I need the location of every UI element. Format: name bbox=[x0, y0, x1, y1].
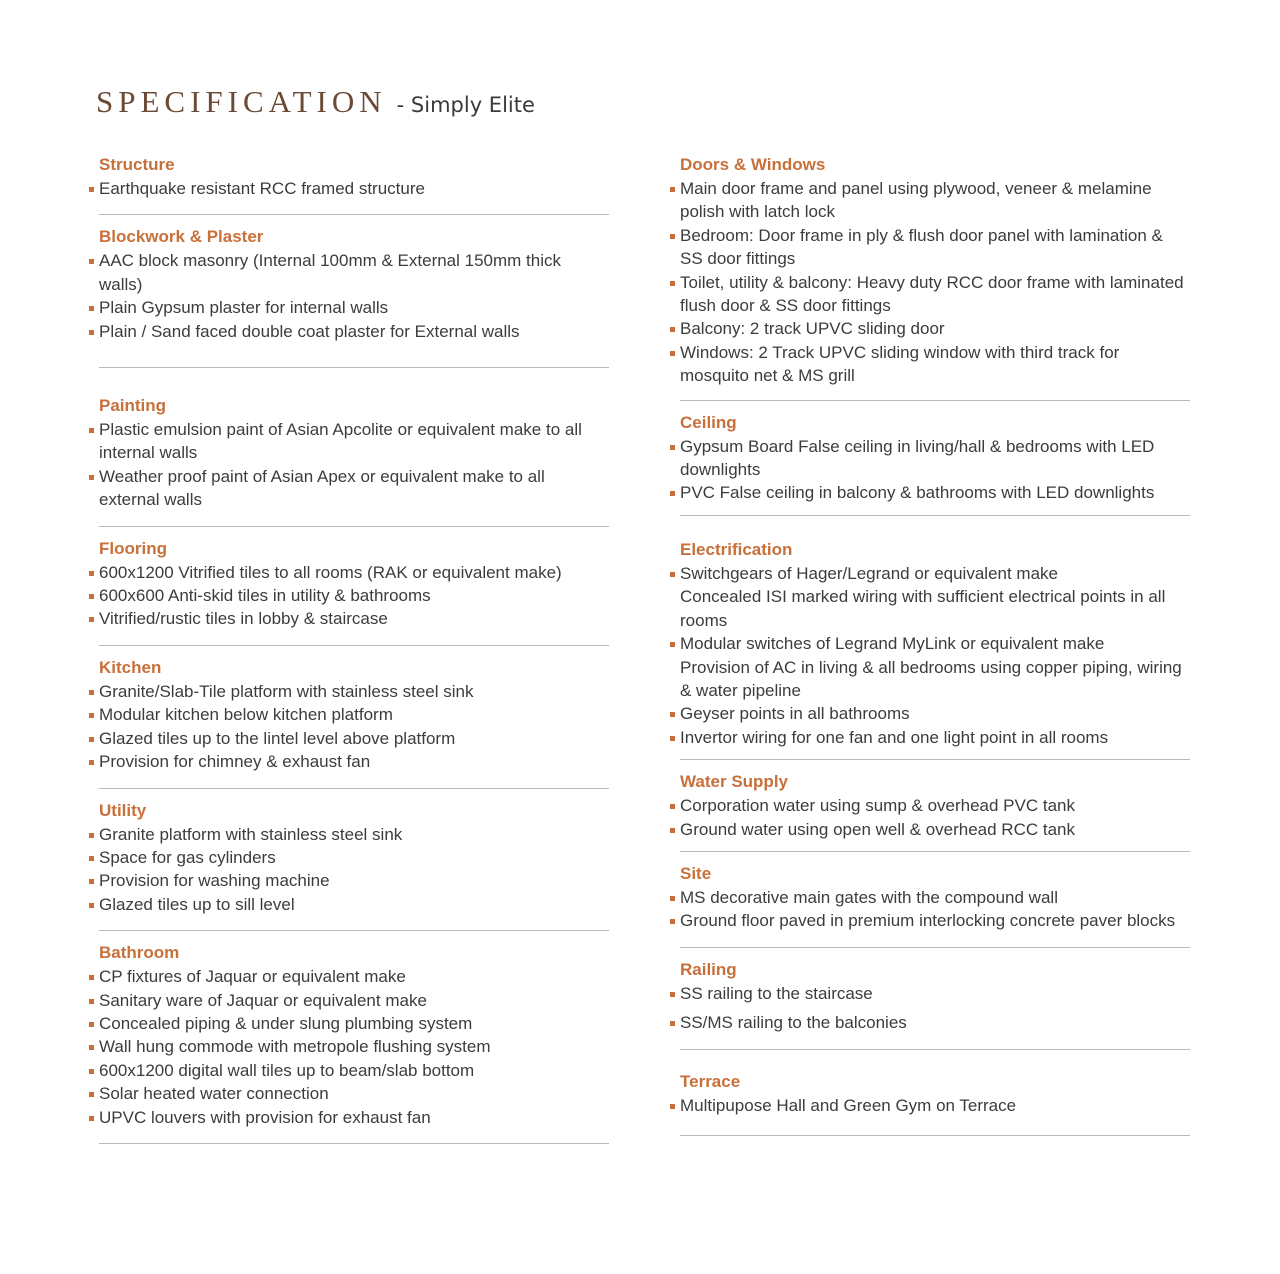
spec-list bbox=[680, 794, 1190, 841]
list-item bbox=[99, 680, 609, 703]
spec-list bbox=[680, 982, 1190, 1035]
spec-section bbox=[680, 411, 1190, 516]
square-bullet-icon bbox=[89, 760, 94, 765]
square-bullet-icon bbox=[89, 475, 94, 480]
section-title: Flooring bbox=[99, 538, 167, 558]
list-item bbox=[99, 607, 609, 630]
square-bullet-icon bbox=[89, 187, 94, 192]
list-item-text: Provision for washing machine bbox=[99, 871, 330, 891]
list-item-text: Switchgears of Hager/Legrand or equivalent make bbox=[680, 563, 1058, 583]
list-item-text: SS/MS railing to the balconies bbox=[680, 1013, 907, 1033]
square-bullet-icon bbox=[670, 187, 675, 192]
list-item-text: Earthquake resistant RCC framed structure bbox=[99, 179, 425, 198]
section-title: Structure bbox=[99, 155, 175, 174]
square-bullet-icon bbox=[670, 896, 675, 901]
square-bullet-icon bbox=[89, 879, 94, 884]
square-bullet-icon bbox=[670, 992, 675, 997]
list-item-text: SS railing to the staircase bbox=[680, 983, 873, 1003]
spec-section bbox=[99, 537, 609, 646]
square-bullet-icon bbox=[89, 617, 94, 622]
list-item bbox=[680, 585, 1190, 632]
list-item bbox=[680, 886, 1190, 909]
square-bullet-icon bbox=[89, 1069, 94, 1074]
list-item-text: Solar heated water connection bbox=[99, 1084, 329, 1104]
list-item-text: Plain / Sand faced double coat plaster for External walls bbox=[99, 321, 520, 341]
square-bullet-icon bbox=[89, 571, 94, 576]
square-bullet-icon bbox=[670, 828, 675, 833]
list-item-text: 600x1200 digital wall tiles up to beam/slab bottom bbox=[99, 1060, 475, 1080]
square-bullet-icon bbox=[89, 737, 94, 742]
square-bullet-icon bbox=[89, 1045, 94, 1050]
list-item-text: Provision of AC in living & all bedrooms using copper piping, wiring & water pipeline bbox=[680, 657, 1182, 700]
list-item bbox=[680, 982, 1190, 1005]
square-bullet-icon bbox=[670, 712, 675, 717]
list-item bbox=[99, 1082, 609, 1105]
section-title: Ceiling bbox=[680, 412, 737, 432]
section-title: Electrification bbox=[680, 539, 793, 559]
spec-section bbox=[680, 770, 1190, 852]
spec-section bbox=[680, 526, 1190, 760]
spec-list bbox=[99, 823, 609, 917]
square-bullet-icon bbox=[89, 975, 94, 980]
list-item-text: Bedroom: Door frame in ply & flush door panel with lamination & SS door fittings bbox=[680, 225, 1163, 269]
list-item-text: Concealed piping & under slung plumbing system bbox=[99, 1013, 473, 1033]
spec-section bbox=[680, 958, 1190, 1050]
list-item bbox=[680, 224, 1190, 271]
list-item-text: Ground floor paved in premium interlocking concrete paver blocks bbox=[680, 911, 1176, 931]
square-bullet-icon bbox=[670, 327, 675, 332]
list-item bbox=[99, 823, 609, 846]
spec-list bbox=[99, 418, 609, 512]
list-item bbox=[99, 177, 609, 200]
section-title: Doors & Windows bbox=[680, 155, 826, 174]
spec-list bbox=[680, 562, 1190, 749]
square-bullet-icon bbox=[670, 804, 675, 809]
list-item bbox=[99, 1106, 609, 1129]
list-item bbox=[99, 320, 609, 343]
list-item-text: Corporation water using sump & overhead PVC tank bbox=[680, 796, 1075, 816]
list-item bbox=[99, 703, 609, 726]
square-bullet-icon bbox=[670, 736, 675, 741]
list-item-text: Provision for chimney & exhaust fan bbox=[99, 752, 371, 772]
section-title: Painting bbox=[99, 396, 167, 416]
list-item bbox=[680, 271, 1190, 318]
square-bullet-icon bbox=[89, 594, 94, 599]
title-main: SPECIFICATION bbox=[96, 84, 387, 119]
list-item bbox=[99, 750, 609, 773]
spec-section bbox=[99, 799, 609, 932]
list-item-text: Space for gas cylinders bbox=[99, 847, 276, 867]
section-title: Site bbox=[680, 863, 712, 883]
list-item-text: UPVC louvers with provision for exhaust fan bbox=[99, 1107, 431, 1127]
list-item bbox=[99, 846, 609, 869]
list-item bbox=[680, 909, 1190, 932]
list-item bbox=[99, 727, 609, 750]
square-bullet-icon bbox=[670, 491, 675, 496]
title-subtitle: - Simply Elite bbox=[396, 93, 535, 117]
section-title: Railing bbox=[680, 959, 737, 979]
list-item-text: Granite/Slab-Tile platform with stainless steel sink bbox=[99, 681, 474, 701]
square-bullet-icon bbox=[89, 833, 94, 838]
square-bullet-icon bbox=[670, 919, 675, 924]
list-item-text: Balcony: 2 track UPVC sliding door bbox=[680, 319, 945, 339]
list-item bbox=[680, 1094, 1190, 1117]
spec-list bbox=[99, 177, 609, 200]
spec-section bbox=[99, 153, 609, 215]
list-item bbox=[99, 249, 609, 296]
list-item bbox=[99, 418, 609, 465]
square-bullet-icon bbox=[89, 428, 94, 433]
spec-list bbox=[680, 177, 1190, 388]
list-item-text: 600x600 Anti-skid tiles in utility & bathrooms bbox=[99, 586, 431, 606]
section-title: Blockwork & Plaster bbox=[99, 227, 264, 247]
spec-list bbox=[99, 561, 609, 631]
list-item-text: AAC block masonry (Internal 100mm & External 150mm thick walls) bbox=[99, 251, 562, 294]
square-bullet-icon bbox=[89, 999, 94, 1004]
square-bullet-icon bbox=[670, 281, 675, 286]
section-title: Water Supply bbox=[680, 772, 788, 792]
list-item bbox=[99, 296, 609, 319]
list-item-text: Granite platform with stainless steel sink bbox=[99, 824, 403, 844]
list-item bbox=[680, 317, 1190, 340]
list-item-text: Weather proof paint of Asian Apex or equivalent make to all external walls bbox=[99, 466, 545, 510]
list-item-text: Multipupose Hall and Green Gym on Terrace bbox=[680, 1095, 1017, 1115]
list-item bbox=[680, 341, 1190, 388]
list-item-text: Geyser points in all bathrooms bbox=[680, 704, 910, 724]
square-bullet-icon bbox=[670, 1104, 675, 1109]
list-item-text: Vitrified/rustic tiles in lobby & staircase bbox=[99, 609, 388, 629]
list-item bbox=[99, 465, 609, 512]
list-item bbox=[680, 481, 1190, 504]
list-item bbox=[99, 1035, 609, 1058]
list-item bbox=[680, 726, 1190, 749]
square-bullet-icon bbox=[89, 330, 94, 335]
spec-section bbox=[680, 862, 1190, 948]
list-item bbox=[99, 989, 609, 1012]
list-item bbox=[680, 702, 1190, 725]
list-item-text: Gypsum Board False ceiling in living/hall & bedrooms with LED downlights bbox=[680, 436, 1155, 480]
list-item bbox=[680, 562, 1190, 585]
section-title: Bathroom bbox=[99, 943, 180, 963]
square-bullet-icon bbox=[670, 234, 675, 239]
spec-section bbox=[99, 656, 609, 789]
list-item-text: Invertor wiring for one fan and one light point in all rooms bbox=[680, 727, 1109, 747]
spec-list bbox=[680, 435, 1190, 505]
square-bullet-icon bbox=[670, 642, 675, 647]
list-item bbox=[99, 584, 609, 607]
list-item-text: Windows: 2 Track UPVC sliding window with third track for mosquito net & MS grill bbox=[680, 342, 1120, 386]
spec-list bbox=[99, 680, 609, 774]
list-item-text: Glazed tiles up to the lintel level above platform bbox=[99, 728, 456, 748]
square-bullet-icon bbox=[89, 713, 94, 718]
square-bullet-icon bbox=[89, 1092, 94, 1097]
square-bullet-icon bbox=[89, 1116, 94, 1121]
right-column bbox=[680, 153, 1190, 1146]
list-item-text: MS decorative main gates with the compound wall bbox=[680, 887, 1058, 907]
section-title: Kitchen bbox=[99, 657, 162, 677]
list-item-text: Toilet, utility & balcony: Heavy duty RCC door frame with laminated flush door & SS door fittings bbox=[680, 272, 1184, 316]
square-bullet-icon bbox=[670, 445, 675, 450]
square-bullet-icon bbox=[670, 1021, 675, 1026]
spec-section bbox=[99, 225, 609, 368]
list-item-text: Glazed tiles up to sill level bbox=[99, 894, 295, 914]
list-item bbox=[99, 561, 609, 584]
square-bullet-icon bbox=[89, 690, 94, 695]
list-item bbox=[680, 632, 1190, 655]
list-item-text: Modular switches of Legrand MyLink or equivalent make bbox=[680, 634, 1105, 654]
list-item-text: Sanitary ware of Jaquar or equivalent make bbox=[99, 990, 427, 1010]
list-item bbox=[99, 893, 609, 916]
list-item-text: Ground water using open well & overhead RCC tank bbox=[680, 819, 1075, 839]
list-item-text: Main door frame and panel using plywood, veneer & melamine polish with latch lock bbox=[680, 179, 1152, 222]
square-bullet-icon bbox=[89, 856, 94, 861]
list-item bbox=[680, 818, 1190, 841]
list-item-text: 600x1200 Vitrified tiles to all rooms (RAK or equivalent make) bbox=[99, 562, 562, 582]
square-bullet-icon bbox=[89, 1022, 94, 1027]
square-bullet-icon bbox=[89, 259, 94, 264]
list-item-text: CP fixtures of Jaquar or equivalent make bbox=[99, 967, 406, 987]
list-item-text: Concealed ISI marked wiring with sufficient electrical points in all rooms bbox=[680, 587, 1166, 630]
square-bullet-icon bbox=[89, 306, 94, 311]
spec-list bbox=[680, 1094, 1190, 1117]
list-item bbox=[99, 1059, 609, 1082]
spec-section bbox=[680, 153, 1190, 401]
section-title: Terrace bbox=[680, 1071, 741, 1091]
list-item-text: Modular kitchen below kitchen platform bbox=[99, 705, 393, 725]
list-item bbox=[680, 794, 1190, 817]
list-item bbox=[680, 177, 1190, 224]
spec-section bbox=[99, 378, 609, 527]
list-item-text: PVC False ceiling in balcony & bathrooms with LED downlights bbox=[680, 483, 1155, 503]
section-title: Utility bbox=[99, 800, 147, 820]
spec-section bbox=[680, 1060, 1190, 1136]
square-bullet-icon bbox=[670, 351, 675, 356]
list-item bbox=[99, 1012, 609, 1035]
list-item bbox=[99, 869, 609, 892]
list-item-text: Plastic emulsion paint of Asian Apcolite or equivalent make to all internal walls bbox=[99, 420, 582, 463]
square-bullet-icon bbox=[670, 572, 675, 577]
page-title bbox=[96, 84, 535, 120]
list-item bbox=[99, 965, 609, 988]
left-column bbox=[99, 153, 609, 1154]
spec-list bbox=[99, 249, 609, 343]
list-item bbox=[680, 1011, 1190, 1034]
list-item bbox=[680, 656, 1190, 703]
list-item-text: Wall hung commode with metropole flushing system bbox=[99, 1037, 491, 1057]
spec-list bbox=[99, 965, 609, 1129]
list-item-text: Plain Gypsum plaster for internal walls bbox=[99, 298, 389, 318]
list-item bbox=[680, 435, 1190, 482]
spec-list bbox=[680, 886, 1190, 933]
square-bullet-icon bbox=[89, 903, 94, 908]
spec-section bbox=[99, 941, 609, 1144]
